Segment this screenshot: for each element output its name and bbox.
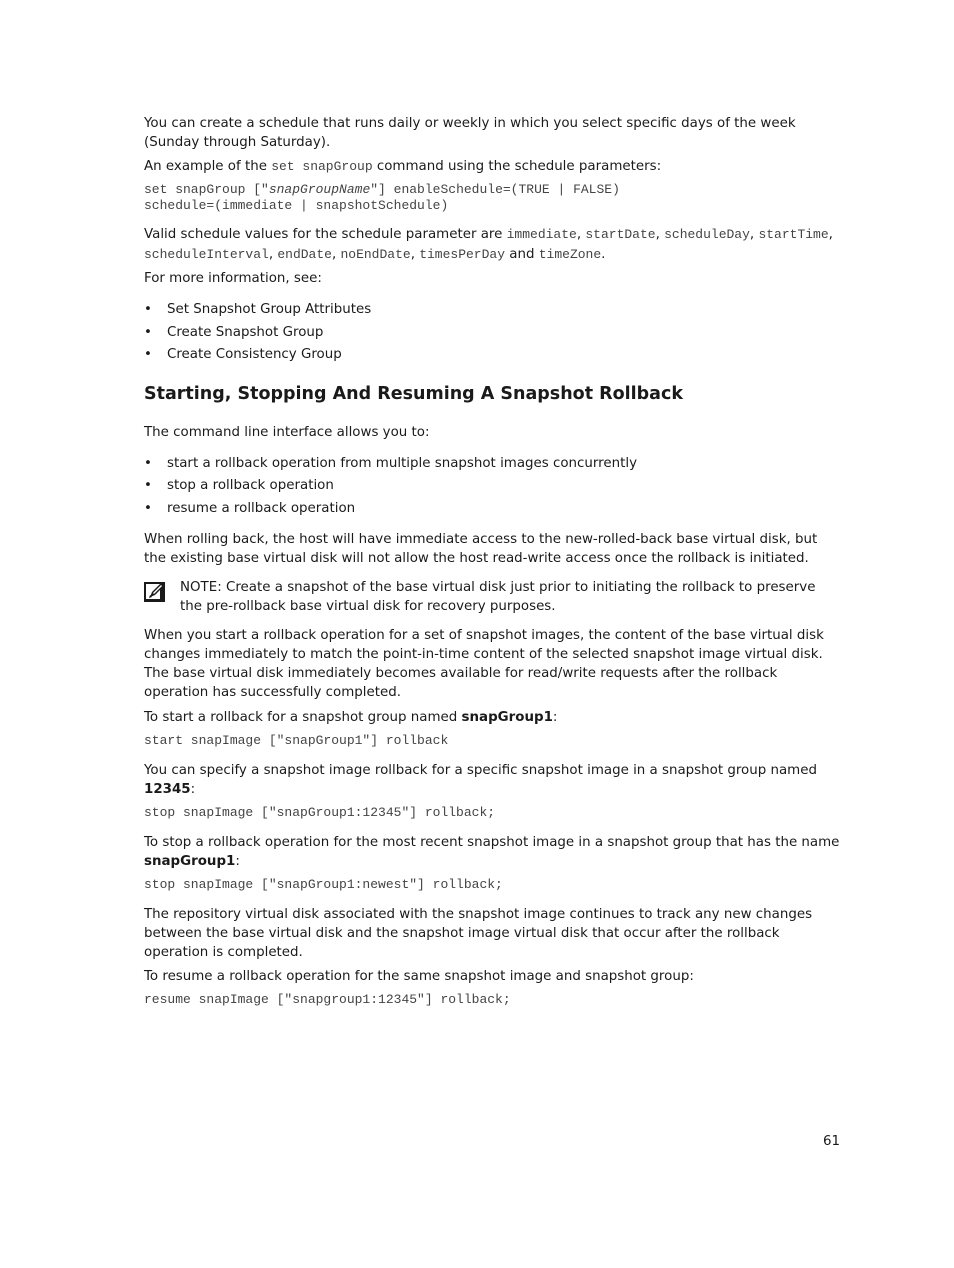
related-links-list (144, 300, 840, 368)
code-block-stop-rollback-12345: stop snapImage ["snapGroup1:12345"] rollback; (144, 805, 496, 820)
valid-values-paragraph: Valid schedule values for the schedule parameter are immediate, startDate, scheduleDay, startTime, scheduleInterval, endDate, noEndDate, timesPerDay and timeZone. (144, 227, 833, 262)
start-rollback-paragraph: To start a rollback for a snapshot group named snapGroup1: (144, 710, 558, 725)
when-start-paragraph: When you start a rollback operation for a set of snapshot images, the content of the base virtual disk changes immediately to match the point-in-time content of the selected snapshot image virtual disk. The base virtual disk immediately becomes available for read/write requests after the rollback operation has successfully completed. (144, 628, 824, 700)
rolling-back-paragraph: When rolling back, the host will have immediate access to the new-rolled-back base virtual disk, but the existing base virtual disk will not allow the host read-write access once the rollback is initiated. (144, 532, 818, 566)
specify-rollback-paragraph: You can specify a snapshot image rollback for a specific snapshot image in a snapshot group named 12345: (144, 763, 817, 797)
list-item[interactable]: • Create Consistency Group (144, 347, 342, 362)
note-box: NOTE: Create a snapshot of the base virtual disk just prior to initiating the rollback to preserve the pre-rollback base virtual disk for recovery purposes. (144, 578, 840, 616)
stop-rollback-paragraph: To stop a rollback operation for the most recent snapshot image in a snapshot group that has the name snapGroup1: (144, 835, 840, 869)
page-number: 61 (823, 1134, 841, 1149)
code-block-resume-rollback: resume snapImage ["snapgroup1:12345"] rollback; (144, 992, 511, 1007)
list-item: • stop a rollback operation (144, 478, 334, 493)
schedule-intro-paragraph: You can create a schedule that runs daily or weekly in which you select specific days of the week (Sunday through Saturday). (144, 116, 796, 150)
code-block-stop-rollback-newest: stop snapImage ["snapGroup1:newest"] rollback; (144, 877, 503, 892)
page-content (144, 114, 840, 1008)
list-item[interactable]: • Set Snapshot Group Attributes (144, 302, 372, 317)
more-info-paragraph: For more information, see: (144, 271, 322, 286)
code-block-start-rollback: start snapImage ["snapGroup1"] rollback (144, 733, 449, 748)
list-item[interactable]: • Create Snapshot Group (144, 324, 324, 340)
section-heading: Starting, Stopping And Resuming A Snapshot Rollback (144, 383, 684, 404)
inline-code: set snapGroup (271, 159, 373, 174)
list-item: • resume a rollback operation (144, 500, 356, 516)
capabilities-list (144, 454, 840, 522)
cli-intro-paragraph: The command line interface allows you to: (144, 424, 430, 440)
repository-paragraph: The repository virtual disk associated with the snapshot image continues to track any new changes between the base virtual disk and the snapshot image virtual disk that occur after the rollback operation is completed. (144, 907, 813, 960)
note-label: NOTE: (180, 580, 222, 595)
example-paragraph: An example of the set snapGroup command using the schedule parameters: (144, 159, 662, 174)
resume-paragraph: To resume a rollback operation for the same snapshot image and snapshot group: (144, 969, 694, 984)
list-item: • start a rollback operation from multiple snapshot images concurrently (144, 455, 637, 471)
note-pencil-icon (144, 581, 166, 603)
code-block-set-snapgroup: set snapGroup ["snapGroupName"] enableSchedule=(TRUE | FALSE) schedule=(immediate | snapshotSchedule) (144, 182, 620, 213)
